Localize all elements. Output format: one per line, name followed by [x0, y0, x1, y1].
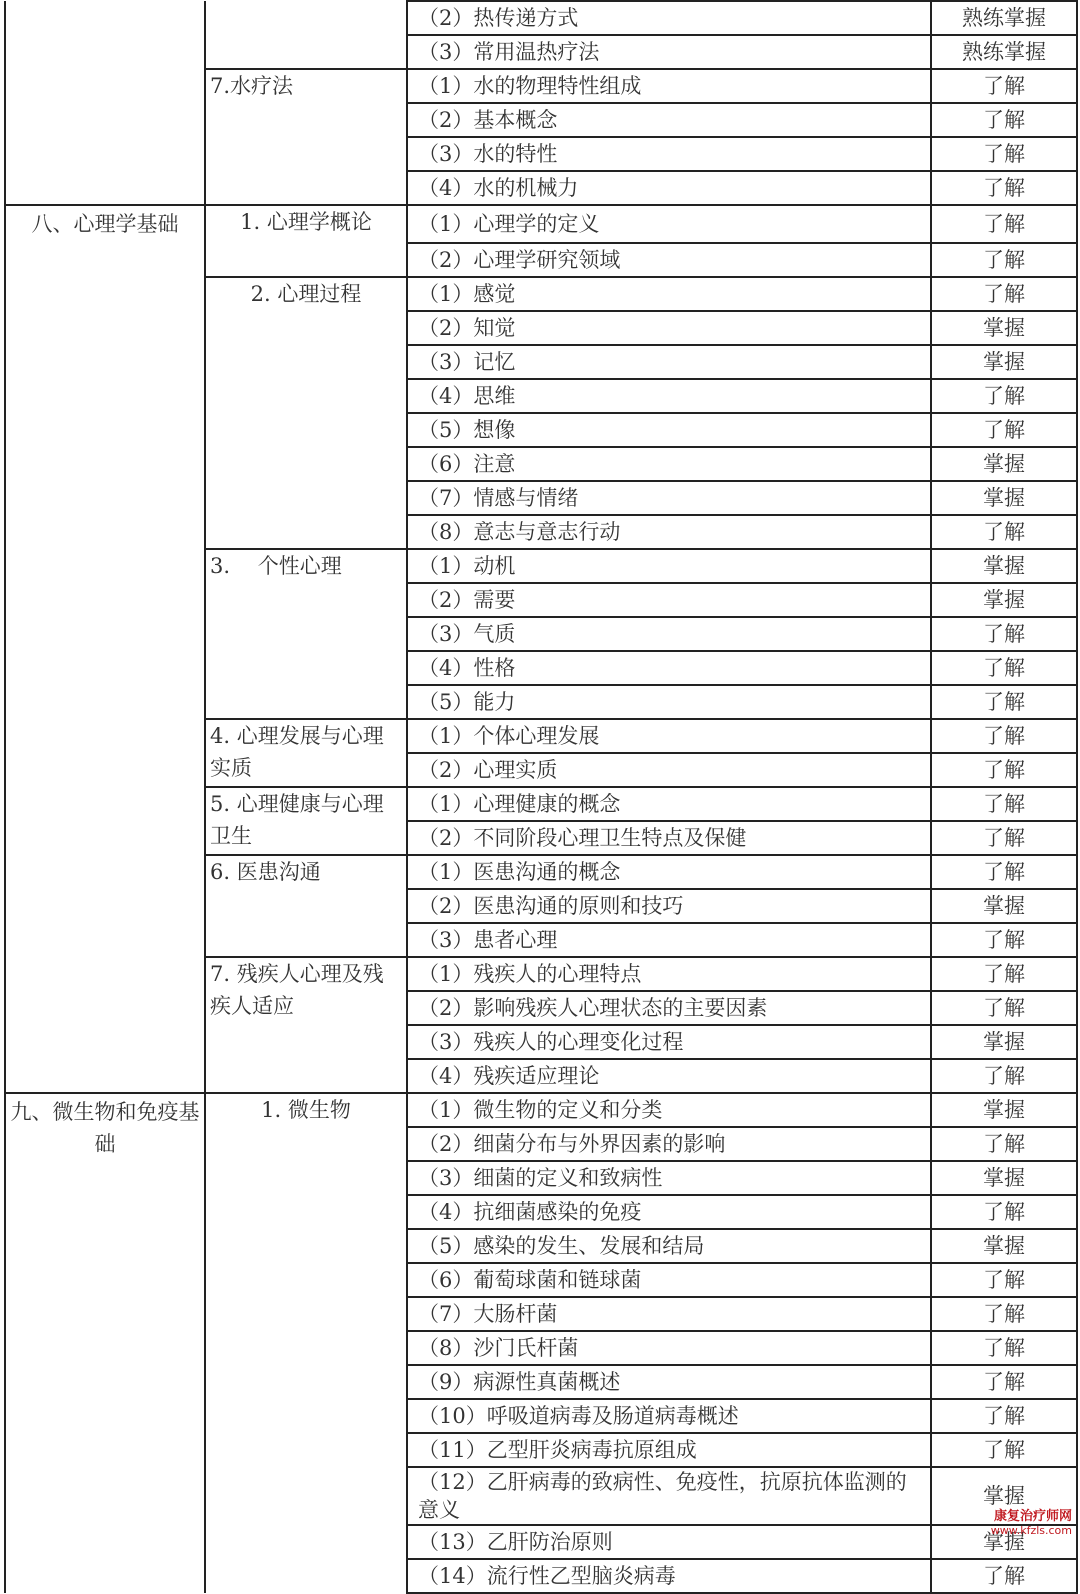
item-cell: （3）气质 — [407, 617, 931, 651]
item-cell: （2）心理学研究领域 — [407, 243, 931, 277]
topic-cell: 5. 心理健康与心理卫生 — [205, 787, 407, 855]
item-cell: （3）常用温热疗法 — [407, 35, 931, 69]
topic-cell: 4. 心理发展与心理实质 — [205, 719, 407, 787]
item-cell: （2）基本概念 — [407, 103, 931, 137]
item-cell: （9）病源性真菌概述 — [407, 1365, 931, 1399]
item-cell: （11）乙型肝炎病毒抗原组成 — [407, 1433, 931, 1467]
item-cell: （7）大肠杆菌 — [407, 1297, 931, 1331]
item-cell: （3）残疾人的心理变化过程 — [407, 1025, 931, 1059]
requirement-cell: 掌握 — [931, 1467, 1077, 1525]
item-cell: （10）呼吸道病毒及肠道病毒概述 — [407, 1399, 931, 1433]
item-cell: （8）意志与意志行动 — [407, 515, 931, 549]
requirement-cell: 了解 — [931, 991, 1077, 1025]
item-cell: （6）注意 — [407, 447, 931, 481]
unit-cell: 九、微生物和免疫基础 — [5, 1093, 205, 1593]
item-cell: （3）水的特性 — [407, 137, 931, 171]
item-cell: （1）感觉 — [407, 277, 931, 311]
item-cell: （8）沙门氏杆菌 — [407, 1331, 931, 1365]
item-cell: （5）想像 — [407, 413, 931, 447]
item-cell: （2）细菌分布与外界因素的影响 — [407, 1127, 931, 1161]
requirement-cell: 了解 — [931, 205, 1077, 243]
requirement-cell: 了解 — [931, 957, 1077, 991]
item-cell: （2）不同阶段心理卫生特点及保健 — [407, 821, 931, 855]
item-cell: （1）微生物的定义和分类 — [407, 1093, 931, 1127]
requirement-cell: 了解 — [931, 1559, 1077, 1593]
topic-cell: 7.水疗法 — [205, 69, 407, 205]
item-cell: （4）思维 — [407, 379, 931, 413]
requirement-cell: 了解 — [931, 1263, 1077, 1297]
unit-cell-prev — [5, 1, 205, 205]
topic-cell-prev — [205, 1, 407, 69]
topic-cell: 3. 个性心理 — [205, 549, 407, 719]
requirement-cell: 了解 — [931, 69, 1077, 103]
requirement-cell: 掌握 — [931, 447, 1077, 481]
requirement-cell: 了解 — [931, 379, 1077, 413]
item-cell: （1）水的物理特性组成 — [407, 69, 931, 103]
syllabus-table — [4, 0, 1078, 1594]
item-cell: （1）心理学的定义 — [407, 205, 931, 243]
requirement-cell: 了解 — [931, 719, 1077, 753]
requirement-cell: 熟练掌握 — [931, 1, 1077, 35]
requirement-cell: 了解 — [931, 1297, 1077, 1331]
requirement-cell: 了解 — [931, 787, 1077, 821]
unit-cell: 八、心理学基础 — [5, 205, 205, 1093]
watermark-url: www.kfzls.com — [990, 1524, 1072, 1537]
item-cell: （1）残疾人的心理特点 — [407, 957, 931, 991]
requirement-cell: 了解 — [931, 617, 1077, 651]
item-cell: （3）患者心理 — [407, 923, 931, 957]
requirement-cell: 了解 — [931, 685, 1077, 719]
item-cell: （2）热传递方式 — [407, 1, 931, 35]
requirement-cell: 了解 — [931, 1365, 1077, 1399]
item-cell: （1）心理健康的概念 — [407, 787, 931, 821]
table-row — [5, 1093, 1077, 1127]
item-cell: （2）需要 — [407, 583, 931, 617]
item-cell: （1）医患沟通的概念 — [407, 855, 931, 889]
item-cell: （3）记忆 — [407, 345, 931, 379]
site-watermark — [991, 1510, 1072, 1538]
requirement-cell: 掌握 — [931, 889, 1077, 923]
item-cell: （4）水的机械力 — [407, 171, 931, 205]
requirement-cell: 掌握 — [931, 1525, 1077, 1559]
requirement-cell: 了解 — [931, 1059, 1077, 1093]
requirement-cell: 了解 — [931, 855, 1077, 889]
item-cell: （4）抗细菌感染的免疫 — [407, 1195, 931, 1229]
item-cell: （2）心理实质 — [407, 753, 931, 787]
item-cell: （2）影响残疾人心理状态的主要因素 — [407, 991, 931, 1025]
requirement-cell: 掌握 — [931, 1025, 1077, 1059]
requirement-cell: 掌握 — [931, 1229, 1077, 1263]
requirement-cell: 了解 — [931, 651, 1077, 685]
requirement-cell: 掌握 — [931, 1093, 1077, 1127]
requirement-cell: 掌握 — [931, 583, 1077, 617]
requirement-cell: 了解 — [931, 1195, 1077, 1229]
requirement-cell: 熟练掌握 — [931, 35, 1077, 69]
item-cell: （1）动机 — [407, 549, 931, 583]
requirement-cell: 掌握 — [931, 311, 1077, 345]
requirement-cell: 了解 — [931, 753, 1077, 787]
item-cell: （14）流行性乙型脑炎病毒 — [407, 1559, 931, 1593]
item-cell: （6）葡萄球菌和链球菌 — [407, 1263, 931, 1297]
topic-cell: 1. 微生物 — [205, 1093, 407, 1593]
requirement-cell: 了解 — [931, 243, 1077, 277]
requirement-cell: 了解 — [931, 923, 1077, 957]
item-cell: （5）能力 — [407, 685, 931, 719]
item-cell: （4）性格 — [407, 651, 931, 685]
topic-cell: 7. 残疾人心理及残疾人适应 — [205, 957, 407, 1093]
requirement-cell: 掌握 — [931, 549, 1077, 583]
requirement-cell: 了解 — [931, 171, 1077, 205]
requirement-cell: 了解 — [931, 1399, 1077, 1433]
requirement-cell: 掌握 — [931, 481, 1077, 515]
topic-cell: 2. 心理过程 — [205, 277, 407, 549]
requirement-cell: 了解 — [931, 821, 1077, 855]
requirement-cell: 了解 — [931, 137, 1077, 171]
item-cell: （5）感染的发生、发展和结局 — [407, 1229, 931, 1263]
requirement-cell: 了解 — [931, 277, 1077, 311]
item-cell: （7）情感与情绪 — [407, 481, 931, 515]
item-cell: （13）乙肝防治原则 — [407, 1525, 931, 1559]
item-cell: （1）个体心理发展 — [407, 719, 931, 753]
requirement-cell: 了解 — [931, 1433, 1077, 1467]
requirement-cell: 掌握 — [931, 345, 1077, 379]
requirement-cell: 了解 — [931, 413, 1077, 447]
table-row — [5, 1, 1077, 35]
topic-cell: 1. 心理学概论 — [205, 205, 407, 277]
item-cell: （3）细菌的定义和致病性 — [407, 1161, 931, 1195]
item-cell: （12）乙肝病毒的致病性、免疫性，抗原抗体监测的意义 — [407, 1467, 931, 1525]
item-cell: （2）医患沟通的原则和技巧 — [407, 889, 931, 923]
item-cell: （2）知觉 — [407, 311, 931, 345]
topic-cell: 6. 医患沟通 — [205, 855, 407, 957]
table-row — [5, 205, 1077, 243]
requirement-cell: 掌握 — [931, 1161, 1077, 1195]
watermark-name: 康复治疗师网 — [993, 1509, 1072, 1524]
item-cell: （4）残疾适应理论 — [407, 1059, 931, 1093]
requirement-cell: 了解 — [931, 1331, 1077, 1365]
requirement-cell: 了解 — [931, 1127, 1077, 1161]
requirement-cell: 了解 — [931, 103, 1077, 137]
requirement-cell: 了解 — [931, 515, 1077, 549]
